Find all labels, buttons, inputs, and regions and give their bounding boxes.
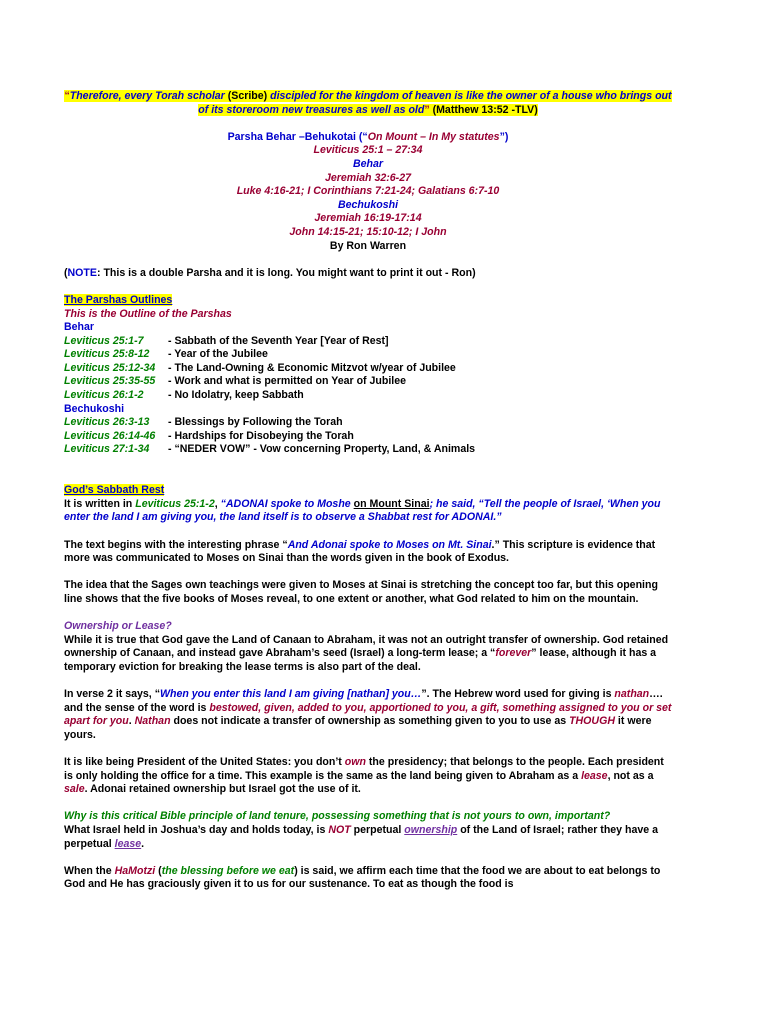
note-line: (NOTE: This is a double Parsha and it is long. You might want to print it out - Ron) [64, 266, 476, 279]
ownership-paragraph-1: While it is true that God gave the Land of Canaan to Abraham, it was not an outright transfer of ownership. God retained ownership of Canaan, and instead gave Abraham’s seed (Israel) a long-term lease; a “forever” lease, although it has a temporary eviction for breaking the lease terms is also part of the deal. [64, 633, 669, 673]
outline-row: Leviticus 26:14-46 - Hardships for Disobeying the Torah [64, 429, 354, 442]
ownership-paragraph-2: In verse 2 it says, “When you enter this land I am giving [nathan] you…”. The Hebrew word used for giving is nathan…. and the sense of the word is bestowed, given, added to you, apportioned to you, a gift, something assigned to you or set apart for you. Nathan does not indicate a transfer of ownership as something given to you to use as THOUGH it were yours. [64, 688, 672, 741]
ownership-paragraph-3: It is like being President of the United States: you don’t own the presidency; that belongs to the people. Each president is only holding the office for a time. This example is the same as the land being given to Abraham as a lease, not as a sale. Adonai retained ownership but Israel got the use of it. [64, 756, 664, 796]
parsha-title: Parsha Behar –Behukotai (“On Mount – In My statutes”) [227, 130, 509, 143]
sabbath-paragraph-2: The text begins with the interesting phrase “And Adonai spoke to Moses on Mt. Sinai.” This scripture is evidence that more was communicated to Moses on Sinai than the words given in the book of Exodus. [64, 538, 656, 565]
outline-subtitle: This is the Outline of the Parshas [64, 307, 232, 320]
bechukoshi-outline-list [64, 416, 672, 457]
ownership-heading: Ownership or Lease? [64, 620, 172, 633]
tenure-paragraph-1: What Israel held in Joshua’s day and holds today, is NOT perpetual ownership of the Land of Israel; rather they have a perpetual lease. [64, 824, 658, 850]
brit-behar: Luke 4:16-21; I Corinthians 7:21-24; Galatians 6:7-10 [236, 185, 500, 198]
tenure-paragraph-2: When the HaMotzi (the blessing before we eat) is said, we affirm each time that the food we are about to eat belongs to God and He has graciously given it to us for our sustenance. To eat as though the food is [64, 864, 661, 891]
outline-behar-heading: Behar [64, 321, 95, 334]
haftarah-bechukoshi: Jeremiah 16:19-17:14 [314, 212, 422, 225]
outline-bechukoshi-heading: Bechukoshi [64, 402, 125, 415]
brit-bechukoshi: John 14:15-21; 15:10-12; I John [289, 225, 447, 238]
bechukoshi-label: Bechukoshi [337, 198, 399, 211]
author-line: By Ron Warren [329, 239, 407, 252]
haftarah-behar: Jeremiah 32:6-27 [325, 171, 411, 184]
matthew-quote: “Therefore, every Torah scholar (Scribe) discipled for the kingdom of heaven is like the owner of a house who brings out of its storeroom new treasures as well as old” (Matthew 13:52 -TLV) [64, 90, 672, 116]
outline-row: Leviticus 25:1-7 - Sabbath of the Seventh Year [Year of Rest] [64, 334, 389, 347]
sabbath-paragraph-3: The idea that the Sages own teachings were given to Moses at Sinai is stretching the concept too far, but this opening line shows that the five books of Moses reveal, to one extent or another, what God related to him on the mountain. [64, 579, 658, 605]
behar-label: Behar [352, 157, 384, 170]
outline-row: Leviticus 26:3-13 - Blessings by Following the Torah [64, 416, 343, 429]
sabbath-rest-title: God’s Sabbath Rest [64, 484, 165, 497]
sabbath-intro-paragraph: It is written in Leviticus 25:1-2, “ADONAI spoke to Moshe on Mount Sinai; he said, “Tell the people of Israel, ‘When you enter the land I am giving you, the land itself is to observe a Shabbat rest for ADONAI.” [64, 497, 661, 524]
tenure-question: Why is this critical Bible principle of land tenure, possessing something that is not yours to own, important? [64, 810, 611, 823]
torah-reading: Leviticus 25:1 – 27:34 [313, 144, 423, 157]
document-body [64, 90, 672, 892]
outline-row: Leviticus 26:1-2 - No Idolatry, keep Sabbath [64, 389, 304, 402]
outline-row: Leviticus 25:35-55 - Work and what is permitted on Year of Jubilee [64, 375, 407, 388]
outline-row: Leviticus 25:12-34 - The Land-Owning & Economic Mitzvot w/year of Jubilee [64, 361, 456, 374]
outline-row: Leviticus 25:8-12 - Year of the Jubilee [64, 348, 268, 361]
behar-outline-list [64, 335, 672, 403]
outline-row: Leviticus 27:1-34 - “NEDER VOW” - Vow concerning Property, Land, & Animals [64, 443, 476, 456]
outline-title: The Parshas Outlines [64, 293, 173, 306]
